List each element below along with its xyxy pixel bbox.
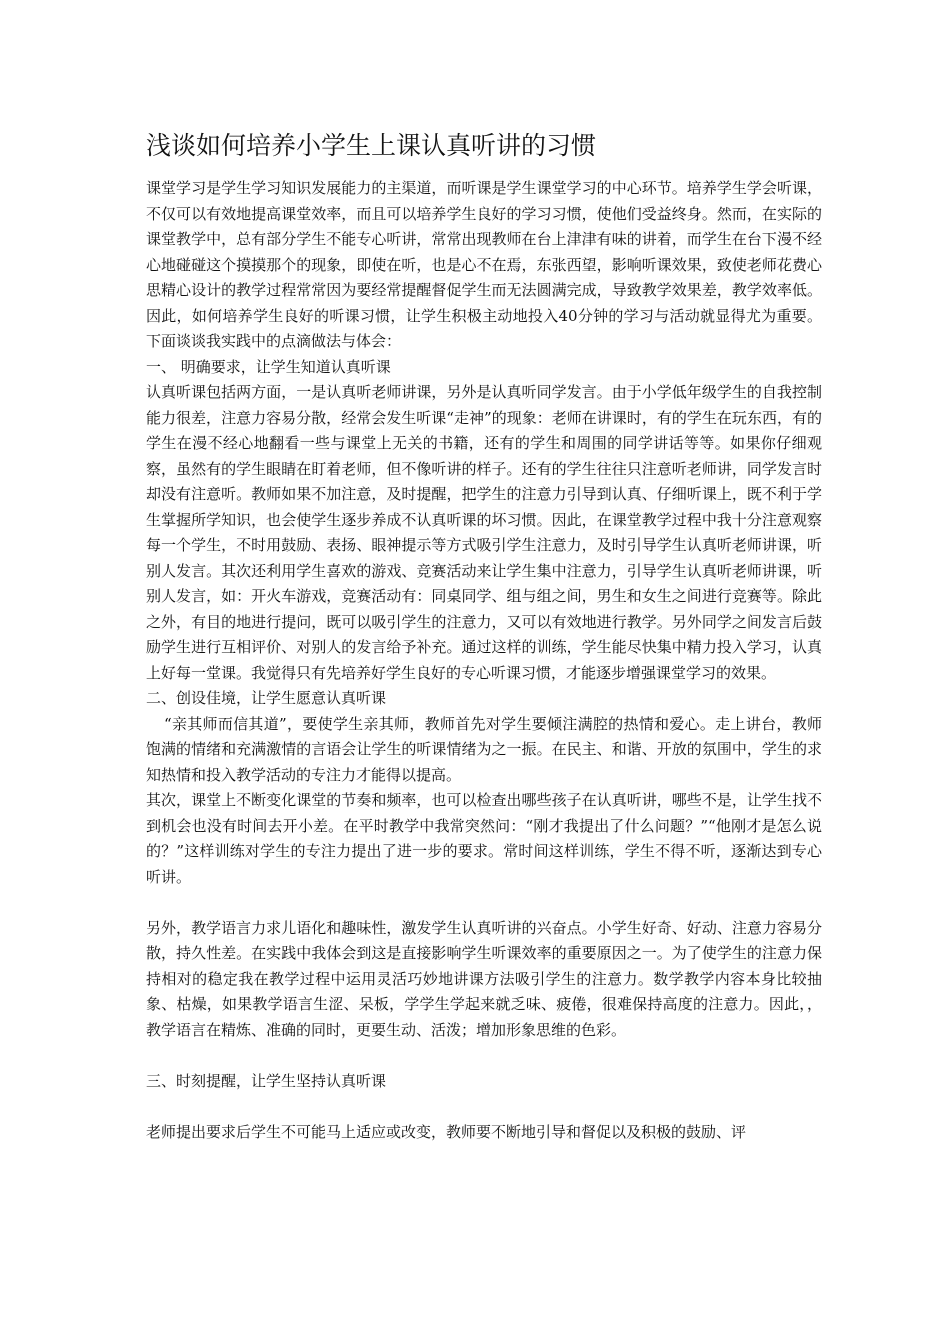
section-2-paragraph-3: 另外，教学语言力求儿语化和趣味性，激发学生认真听讲的兴奋点。小学生好奇、好动、注意力容易分散，持久性差。在实践中我体会到这是直接影响学生听课效率的重要原因之一。为了使学生的注意力保持相对的稳定我在教学过程中运用灵活巧妙地讲课方法吸引学生的注意力。数学教学内容本身比较抽象、枯燥，如果教学语言生涩、呆板，学学生学起来就乏味、疲倦，很难保持高度的注意力。因此，，教学语言在精炼、准确的同时，更要生动、活泼；增加形象思维的色彩。 [146,918,822,1039]
section-1-paragraph: 认真听课包括两方面，一是认真听老师讲课，另外是认真听同学发言。由于小学低年级学生的自我控制能力很差，注意力容易分散，经常会发生听课“走神”的现象：老师在讲课时，有的学生在玩东西，有的学生在漫不经心地翻看一些与课堂上无关的书籍，还有的学生和周围的同学讲话等等。如果你仔细观察，虽然有的学生眼睛在盯着老师，但不像听讲的样子。还有的学生往往只注意听老师讲，同学发言时却没有注意听。教师如果不加注意，及时提醒，把学生的注意力引导到认真、仔细听课上，既不利于学生掌握所学知识，也会使学生逐步养成不认真听课的坏习惯。因此，在课堂教学过程中我十分注意观察每一个学生，不时用鼓励、表扬、眼神提示等方式吸引学生注意力，及时引导学生认真听老师讲课，听别人发言。其次还利用学生喜欢的游戏、竞赛活动来让学生集中注意力，引导学生认真听老师讲课，听别人发言，如：开火车游戏，竞赛活动有：同桌同学、组与组之间，男生和女生之间进行竞赛等。除此之外，有目的地进行提问，既可以吸引学生的注意力，又可以有效地进行教学。另外同学之间发言后鼓励学生进行互相评价、对别人的发言给予补充。通过这样的训练，学生能尽快集中精力投入学习，认真上好每一堂课。我觉得只有先培养好学生良好的专心听课习惯，才能逐步增强课堂学习的效果。 [146,383,822,682]
section-2-paragraph-1: “亲其师而信其道”，要使学生亲其师，教师首先对学生要倾注满腔的热情和爱心。走上讲台，教师饱满的情绪和充满激情的言语会让学生的听课情绪为之一振。在民主、和谐、开放的氛围中，学生的求知热情和投入教学活动的专注力才能得以提高。 [146,714,822,784]
section-1-heading: 一、 明确要求，让学生知道认真听课 [146,357,391,376]
blank-line [146,1094,822,1120]
section-3-heading: 三、时刻提醒，让学生坚持认真听课 [146,1071,387,1090]
document-title: 浅谈如何培养小学生上课认真听讲的习惯 [146,131,597,160]
section-2-paragraph-2: 其次，课堂上不断变化课堂的节奏和频率，也可以检查出哪些孩子在认真听讲，哪些不是，让学生找不到机会也没有时间去开小差。在平时教学中我常突然问：“刚才我提出了什么问题？”“他刚才是怎么说的？”这样训练对学生的专注力提出了进一步的要求。常时间这样训练，学生不得不听，逐渐达到专心听讲。 [146,791,822,886]
blank-line [146,890,822,916]
document-page [146,128,822,1145]
section-2-heading: 二、创设佳境，让学生愿意认真听课 [146,689,387,707]
section-3-paragraph: 老师提出要求后学生不可能马上适应或改变，教师要不断地引导和督促以及积极的鼓励、评 [146,1122,747,1141]
blank-line [146,1043,822,1069]
intro-paragraph: 课堂学习是学生学习知识发展能力的主渠道，而听课是学生课堂学习的中心环节。培养学生学会听课，不仅可以有效地提高课堂效率，而且可以培养学生良好的学习习惯，使他们受益终身。然而，在实际的课堂教学中，总有部分学生不能专心听讲，常常出现教师在台上津津有味的讲着，而学生在台下漫不经心地碰碰这个摸摸那个的现象，即使在听，也是心不在焉，东张西望，影响听课效果，致使老师花费心思精心设计的教学过程常常因为要经常提醒督促学生而无法圆满完成，导致教学效果差，教学效率低。因此，如何培养学生良好的听课习惯，让学生积极主动地投入40分钟的学习与活动就显得尤为重要。下面谈谈我实践中的点滴做法与体会： [146,179,822,350]
